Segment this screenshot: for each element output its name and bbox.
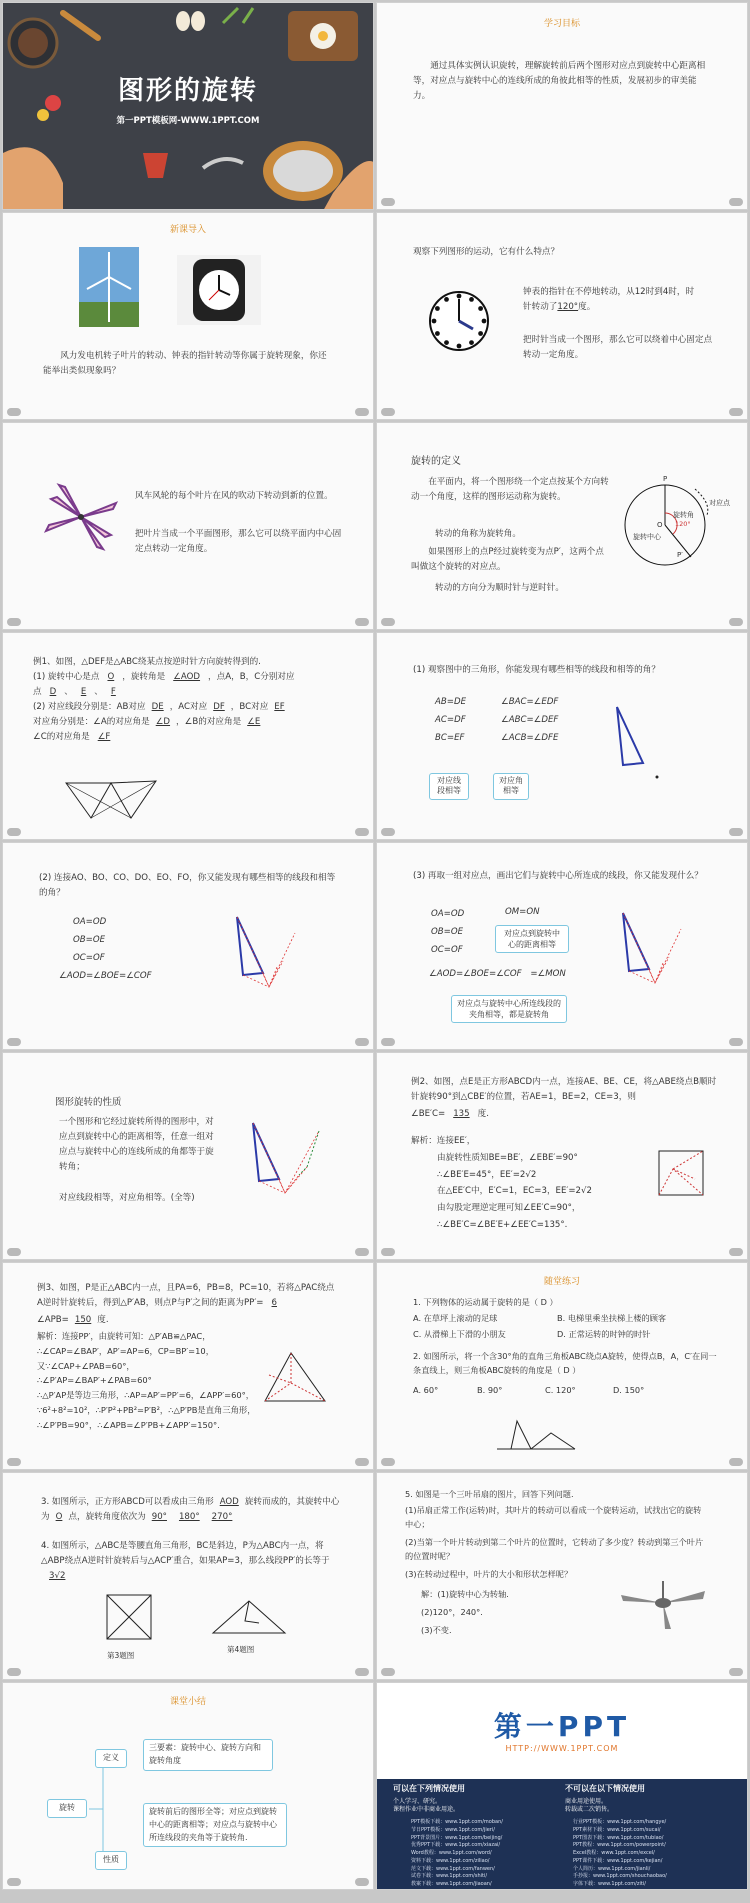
page-badge (7, 1878, 21, 1886)
page-badge (381, 828, 395, 836)
answer: 180° (178, 1512, 200, 1523)
mindmap-detail: 旋转前后的图形全等；对应点到旋转中心的距离相等；对应点与旋转中心所连线段的夹角等于旋转角. (143, 1803, 287, 1847)
t: 度. (477, 1109, 489, 1119)
question: 2. 如图所示，将一个含30°角的直角三角板ABC绕点A旋转，使得点B，A，C′在同一条直线上，则三角板ABC旋转的角度是（ D ） (413, 1351, 717, 1376)
page-badge (7, 1668, 21, 1676)
intro-text: 风力发电机转子叶片的转动、钟表的指针转动等你属于旋转现象，你还能举出类似现象吗？ (43, 351, 327, 377)
step: ∴∠CAP=∠BAP′，AP′=AP=6，CP=BP′=10， (37, 1345, 214, 1356)
a: DE (151, 702, 164, 713)
page-badge (7, 1038, 21, 1046)
t: 对应角分别是：∠A的对应角是 (33, 717, 150, 728)
page-badge (355, 828, 369, 836)
page-badge (729, 1038, 743, 1046)
slide-10[interactable] (376, 842, 748, 1050)
page-badge (381, 1248, 395, 1256)
link[interactable]: PPT课件下载：www.1ppt.com/kejian/ (573, 1857, 663, 1864)
page-badge (729, 1668, 743, 1676)
link[interactable]: Excel教程：www.1ppt.com/excel/ (573, 1850, 655, 1856)
link[interactable]: 范文下载：www.1ppt.com/fanwen/ (411, 1865, 495, 1872)
note: 转载或二次销售。 (565, 1806, 614, 1813)
eq: ∠ABC=∠DEF (501, 715, 559, 726)
page-badge (729, 198, 743, 206)
property-text: 对应线段相等，对应角相等。(全等) (59, 1193, 195, 1203)
slide-heading: 课堂小结 (169, 1697, 206, 1707)
link[interactable]: PPT素材下载：www.1ppt.com/sucai/ (573, 1826, 661, 1833)
mindmap-detail: 三要素：旋转中心、旋转方向和旋转角度 (143, 1739, 273, 1771)
slide-subtitle: 第一PPT模板网-WWW.1PPT.COM (116, 116, 260, 126)
ceiling-fan-icon (613, 1573, 713, 1633)
triangle-figure (261, 1349, 331, 1409)
question: (1)吊扇正常工作(运转)时，其叶片的转动可以看成一个旋转运动，试找出它的旋转中心； (405, 1505, 702, 1530)
option: C. 从滑梯上下滑的小朋友 (413, 1329, 506, 1339)
link[interactable]: 教案下载：www.1ppt.com/jiaoan/ (411, 1881, 492, 1887)
objective-text: 通过具体实例认识旋转，理解旋转前后两个图形对应点到旋转中心距离相等，对应点与旋转中心的连线所成的角彼此相等的性质，发展初步的审美能力。 (413, 61, 706, 102)
question-text: (1) 观察图中的三角形，你能发现有哪些相等的线段和相等的角？ (413, 665, 660, 675)
rotation-figure (225, 903, 325, 1003)
t: (2) 对应线段分别是：AB对应 (33, 702, 146, 713)
t: ，点A，B，C分别对应 (208, 672, 295, 683)
pinwheel-text-2: 把叶片当成一个平面图形，那么它可以绕平面内中心固定点转动一定角度。 (135, 529, 342, 555)
t: ，BC对应 (230, 702, 269, 713)
property-title: 图形旋转的性质 (55, 1097, 122, 1108)
figure-caption: 第3题图 (107, 1651, 135, 1660)
eq: ∠AOD=∠BOE=∠COF (59, 971, 152, 982)
answer: O (55, 1512, 63, 1523)
example-text (37, 1313, 109, 1328)
triangles-figure (61, 773, 161, 823)
page-badge (381, 1038, 395, 1046)
link[interactable]: PPT背景图片：www.1ppt.com/beijing/ (411, 1834, 503, 1841)
page-badge (381, 1668, 395, 1676)
link[interactable]: 行业PPT模板：www.1ppt.com/hangye/ (573, 1819, 667, 1825)
slide-7[interactable] (2, 632, 374, 840)
step: ∴△P′AP是等边三角形，∴AP=AP′=PP′=6，∠APP′=60°， (37, 1390, 255, 1401)
page-badge (355, 1878, 369, 1886)
link[interactable]: 手抄报：www.1ppt.com/shouchaobao/ (573, 1873, 667, 1880)
eq: =∠MON (530, 969, 566, 979)
eq: OC=OF (73, 953, 105, 964)
slide-heading: 新课导入 (169, 225, 206, 235)
mindmap-node: 性质 (95, 1851, 127, 1870)
rotation-figure (605, 693, 725, 783)
t: ∠C的对应角是 (33, 732, 90, 743)
step: ∴∠P′AP=∠BAP′+∠PAB=60° (37, 1375, 152, 1386)
solution (411, 1133, 592, 1234)
link[interactable]: PPT模板下载：www.1ppt.com/moban/ (411, 1819, 503, 1825)
slide-13[interactable] (2, 1262, 374, 1470)
t: 3. 如图所示，正方形ABCD可以看成由三角形 (41, 1497, 214, 1507)
eq: ∠ACB=∠DFE (501, 733, 559, 744)
page-badge (7, 408, 21, 416)
page-badge (381, 198, 395, 206)
note: 课程作业中非商业用途。 (393, 1806, 460, 1813)
t: ，∠B的对应角是 (176, 717, 242, 728)
mindmap-root: 旋转 (47, 1799, 87, 1818)
label-center: 旋转中心 (633, 533, 661, 541)
page-badge (7, 618, 21, 626)
note: 个人学习、研究。 (393, 1798, 442, 1805)
eq: OM=ON (505, 907, 540, 917)
slide-18[interactable] (376, 1682, 748, 1890)
brand-url: HTTP://WWW.1PPT.COM (505, 1744, 619, 1753)
answer: 120° (557, 302, 579, 313)
footer-panel (377, 1779, 747, 1890)
answer: 3√2 (49, 1571, 66, 1582)
t: 点，旋转角度依次为 (68, 1512, 146, 1523)
link[interactable]: 节日PPT模板：www.1ppt.com/jieri/ (411, 1826, 495, 1833)
page-badge (729, 408, 743, 416)
col-title: 不可以在以下情况使用 (565, 1784, 645, 1793)
answer: 解：(1)旋转中心为转轴. (421, 1589, 509, 1599)
answer: 270° (211, 1512, 233, 1523)
answer: 135 (453, 1109, 470, 1119)
link[interactable]: 个人简历：www.1ppt.com/jianli/ (573, 1865, 651, 1872)
brand-logo: 第一PPT (493, 1710, 631, 1743)
links-right (573, 1819, 667, 1889)
page-badge (355, 1248, 369, 1256)
slide-6[interactable] (376, 422, 748, 630)
question (41, 1539, 341, 1584)
t: 、 (94, 687, 103, 698)
line (33, 700, 363, 715)
a: ∠E (247, 717, 261, 728)
clock-icon (427, 289, 491, 353)
definition-title: 旋转的定义 (411, 456, 461, 467)
t: ∠BE′C= (411, 1109, 446, 1119)
page-badge (381, 408, 395, 416)
links-left (411, 1819, 503, 1889)
slide-4[interactable] (376, 212, 748, 420)
t: ，AC对应 (169, 702, 208, 713)
callout: 对应线段相等 (429, 773, 469, 800)
triangle-figure (491, 1413, 581, 1457)
t: 、 (64, 687, 73, 698)
slide-11[interactable] (2, 1052, 374, 1260)
pinwheel-text: 风车风轮的每个叶片在风的吹动下转动到新的位置。 (135, 491, 333, 501)
page-badge (729, 1458, 743, 1466)
t: ，旋转角是 (122, 672, 166, 683)
slide-heading: 学习目标 (543, 19, 580, 29)
mindmap-node: 定义 (95, 1749, 127, 1768)
text: 度。 (578, 302, 596, 313)
label-corr: 对应点 (709, 499, 730, 507)
link[interactable]: PPT教程：www.1ppt.com/powerpoint/ (573, 1842, 666, 1849)
step: 解析：连接PP′，由旋转可知：△P′AB≌△PAC， (37, 1331, 211, 1341)
slide-8[interactable] (376, 632, 748, 840)
page-badge (355, 1458, 369, 1466)
question: 5. 如图是一个三叶吊扇的图片，回答下列问题. (405, 1489, 574, 1499)
slide-heading: 随堂练习 (543, 1277, 580, 1287)
link[interactable]: 字体下载：www.1ppt.com/ziti/ (573, 1881, 646, 1887)
question-text: 观察下列图形的运动，它有什么特点？ (413, 247, 560, 257)
callout: 对应点与旋转中心所连线段的夹角相等，都是旋转角 (451, 995, 567, 1023)
clock-text (523, 285, 723, 315)
label-deg: 120° (675, 520, 691, 528)
option: D. 正常运转的时钟的时针 (557, 1329, 651, 1339)
step: 在△EE′C中，E′C=1，EC=3，EE′=2√2 (437, 1186, 592, 1197)
page-badge (729, 828, 743, 836)
clock-text-2: 把时针当成一个图形，那么它可以绕着中心固定点转动一定角度。 (523, 335, 713, 361)
answer: 90° (151, 1512, 167, 1523)
a: F (110, 687, 116, 698)
option: D. 150° (613, 1385, 645, 1395)
question-text: (3) 再取一组对应点，画出它们与旋转中心所连成的线段，你又能发现什么？ (413, 871, 703, 881)
rotation-figure (611, 899, 711, 999)
question (41, 1495, 341, 1525)
link[interactable]: 优秀PPT下载：www.1ppt.com/xiazai/ (411, 1842, 501, 1849)
question: (3)在转动过程中，叶片的大小和形状怎样呢？ (405, 1569, 573, 1579)
example-text (33, 655, 363, 745)
question-text: (2) 连接AO、BO、CO、DO、EO、FO，你又能发现有哪些相等的线段和相等的角？ (39, 873, 336, 899)
slide-12[interactable] (376, 1052, 748, 1260)
example-text (37, 1281, 337, 1311)
question: 1. 下列物体的运动属于旋转的是（ D ） (413, 1297, 558, 1307)
eq: OC=OF (431, 945, 463, 956)
page-badge (355, 618, 369, 626)
slide-title: 图形的旋转 (117, 76, 258, 106)
t: 度. (97, 1315, 109, 1325)
page-badge (7, 828, 21, 836)
eq: AC=DF (435, 715, 466, 726)
definition-text: 转动的方向分为顺时针与逆时针。 (435, 583, 564, 593)
eq: ∠AOD=∠BOE=∠COF (429, 969, 522, 979)
line (33, 730, 363, 745)
eq: OB=OE (431, 927, 464, 938)
link[interactable]: Word教程：www.1ppt.com/word/ (411, 1850, 492, 1856)
text: 针转动了 (523, 302, 558, 313)
page-badge (7, 1458, 21, 1466)
label-angle: 旋转角 (673, 511, 694, 519)
answer: 6 (271, 1298, 277, 1309)
square-figure (651, 1145, 711, 1205)
line (33, 685, 363, 700)
slide-5[interactable] (2, 422, 374, 630)
callout: 对应角相等 (493, 773, 529, 800)
figure-caption: 第4题图 (227, 1645, 255, 1654)
page-badge (729, 618, 743, 626)
property-text: 一个图形和它经过旋转所得的图形中，对应点到旋转中心的距离相等，任意一组对应点与旋转中心的连线所成的角都等于旋转角； (59, 1117, 214, 1173)
slide-1[interactable] (2, 2, 374, 210)
wind-turbine-photo (79, 247, 139, 327)
t: ∠APB= (37, 1315, 69, 1325)
slide-3[interactable] (2, 212, 374, 420)
label-p: P (663, 475, 668, 483)
answer: (3)不变. (421, 1625, 452, 1635)
t: 4. 如图所示，△ABC是等腰直角三角形，BC是斜边，P为△ABC内一点，将△ABP绕点A逆时针旋转后与△ACP′重合，如果AP=3，那么线段PP′的长等于 (41, 1541, 330, 1567)
note: 商业用途使用。 (565, 1798, 608, 1805)
page-badge (729, 1248, 743, 1256)
slide-16[interactable] (376, 1472, 748, 1680)
eq: OA=OD (73, 917, 107, 927)
answer: AOD (219, 1497, 239, 1507)
eq: ∠BAC=∠EDF (501, 697, 559, 707)
page-badge (381, 618, 395, 626)
rotation-figure (241, 1109, 351, 1209)
option: A. 在草坪上滚动的足球 (413, 1313, 498, 1323)
step: ∴∠BE′E=45°，EE′=2√2 (437, 1169, 537, 1180)
label-pp: P′ (677, 551, 683, 559)
option: C. 120° (545, 1385, 576, 1395)
clock-photo (177, 255, 261, 325)
label-o: O (657, 521, 663, 529)
page-badge (381, 1458, 395, 1466)
definition-text: 如果图形上的点P经过旋转变为点P′，这两个点叫做这个旋转的对应点。 (411, 547, 604, 573)
link[interactable]: 资料下载：www.1ppt.com/ziliao/ (411, 1857, 490, 1864)
step: ∴∠P′PB=90°，∴∠APB=∠P′PB+∠APP′=150°. (37, 1419, 220, 1430)
t: 旋转而成的，其旋转中心为 (41, 1497, 340, 1523)
step: ∵6²+8²=10²，∴P′P²+PB²=P′B²，∴△P′PB是直角三角形， (37, 1404, 256, 1415)
step: 由旋转性质知BE=BE′，∠EBE′=90° (437, 1152, 578, 1163)
line (33, 670, 363, 685)
step: ∴∠BE′C=∠BE′E+∠EE′C=135°. (437, 1219, 568, 1230)
solution (37, 1329, 256, 1432)
answer: 150 (74, 1315, 92, 1325)
a: ∠F (97, 732, 111, 743)
col-title: 可以在下列情况使用 (393, 1784, 465, 1793)
a: E (80, 687, 87, 698)
a: ∠AOD (173, 672, 201, 683)
text: 钟表的指针在不停地转动，从12时到4时，时 (523, 287, 695, 297)
line (33, 715, 363, 730)
t: (1) 旋转中心是点 (33, 672, 100, 683)
line: 例1、如图，△DEF是△ABC绕某点按逆时针方向旋转得到的. (33, 657, 261, 667)
answer: (2)120°，240°. (421, 1607, 483, 1617)
question: (2)当第一个叶片转动到第二个叶片的位置时，它转动了多少度？转动到第三个叶片的位置时呢？ (405, 1537, 704, 1562)
step: 解析：连接EE′， (411, 1136, 476, 1146)
eq-list (431, 905, 464, 959)
step: 由勾股定理逆定理可知∠EE′C=90°， (437, 1203, 581, 1213)
slide-17[interactable] (2, 1682, 374, 1890)
slide-2[interactable] (376, 2, 748, 210)
pinwheel-icon (41, 477, 121, 557)
a: EF (274, 702, 285, 713)
link[interactable]: 试卷下载：www.1ppt.com/shiti/ (411, 1873, 488, 1880)
example-text (411, 1107, 489, 1122)
page-badge (355, 1038, 369, 1046)
segments-list (435, 693, 466, 747)
a: ∠D (155, 717, 171, 728)
definition-text: 在平面内，将一个图形绕一个定点按某个方向转动一个角度，这样的图形运动称为旋转。 (411, 477, 609, 503)
option: A. 60° (413, 1385, 439, 1395)
a: O (107, 672, 115, 683)
page-badge (7, 1248, 21, 1256)
square-figure (99, 1591, 159, 1647)
definition-text: 转动的角称为旋转角。 (435, 529, 521, 539)
t: 例3、如图，P是正△ABC内一点，且PA=6，PB=8，PC=10，若将△PAC绕点A逆时针旋转后，得到△P′AB，则点P与P′之间的距离为PP′= (37, 1283, 335, 1309)
slide-15[interactable] (2, 1472, 374, 1680)
step: 又∵∠CAP+∠PAB=60°， (37, 1360, 135, 1371)
callout: 对应点到旋转中心的距离相等 (495, 925, 569, 953)
option: B. 90° (477, 1385, 503, 1395)
angles-list (501, 693, 558, 747)
eq: AB=DE (435, 697, 467, 707)
t: 点 (33, 687, 42, 698)
a: D (49, 687, 57, 698)
page-badge (355, 1668, 369, 1676)
link[interactable]: PPT图表下载：www.1ppt.com/tubiao/ (573, 1834, 664, 1841)
slide-9[interactable] (2, 842, 374, 1050)
page-badge (355, 408, 369, 416)
eq (429, 967, 566, 982)
eq: BC=EF (435, 733, 465, 744)
eq: OA=OD (431, 909, 465, 919)
eq: OB=OE (73, 935, 106, 946)
slide-14[interactable] (376, 1262, 748, 1470)
triangle-figure (209, 1597, 289, 1641)
a: DF (213, 702, 225, 713)
option: B. 电梯里乘坐扶梯上楼的顾客 (557, 1313, 667, 1323)
example-text: 例2、如图，点E是正方形ABCD内一点，连接AE、BE、CE，将△ABE绕点B顺时针旋转90°到△CBE′的位置，若AE=1，BE=2，CE=3，则 (411, 1077, 717, 1103)
eq-list (59, 913, 152, 985)
